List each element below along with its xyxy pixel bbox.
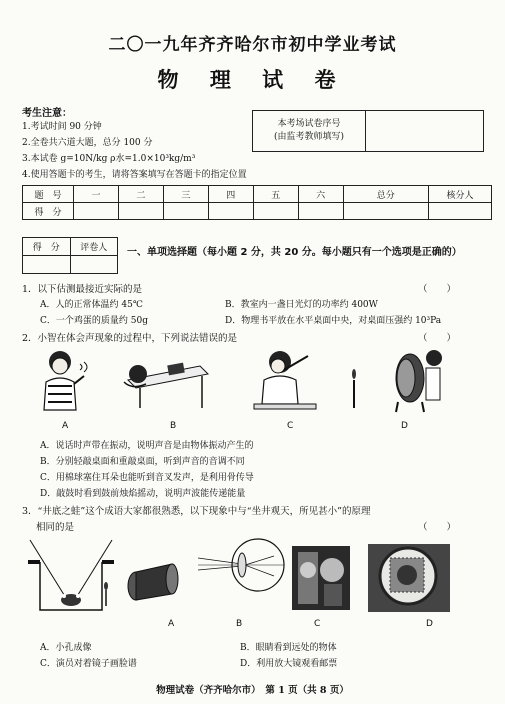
eye-lens-illustration	[196, 536, 288, 612]
speaking-boy-illustration	[30, 346, 100, 412]
q1-stem: 1．以下估测最接近实际的是	[22, 284, 143, 295]
grader-score-field[interactable]	[23, 256, 71, 274]
score-header-cell: 总分	[343, 186, 428, 203]
drum-candle-illustration	[340, 344, 444, 414]
score-header-cell: 四	[208, 186, 253, 203]
note-4: 4.使用答题卡的考生，请将答案填写在答题卡的指定位置	[22, 170, 247, 180]
score-header-cell: 五	[253, 186, 298, 203]
q1-option-b: B．教室内一盏日光灯的功率约 400W	[225, 300, 378, 310]
q2-answer-paren[interactable]: （ ）	[418, 333, 457, 344]
notes-heading: 考生注意：	[22, 108, 72, 119]
seat-label-2: (由监考教师填写)	[273, 132, 345, 142]
score-cell[interactable]	[118, 203, 163, 220]
q3-stem: 3．“井底之蛙”这个成语大家都很熟悉，以下现象中与“坐井观天，所见甚小”的原理	[22, 506, 371, 517]
score-table-header	[23, 186, 492, 203]
score-header-cell: 六	[298, 186, 343, 203]
q2-option-b: B．分别轻敲桌面和重敲桌面，听到声音的音调不同	[40, 457, 245, 467]
q2-stem: 2．小智在体会声现象的过程中，下列说法错误的是	[22, 333, 238, 344]
q3-option-c: C．演员对着镜子画脸谱	[40, 659, 137, 669]
score-row-label: 得 分	[23, 203, 74, 220]
q2-option-c: C．用棉球塞住耳朵也能听到音叉发声，是利用骨传导	[40, 473, 254, 483]
score-cell[interactable]	[208, 203, 253, 220]
subject-title: 物 理 试 卷	[157, 68, 348, 92]
score-cell[interactable]	[74, 203, 119, 220]
section-heading: 一、单项选择题（每小题 2 分，共 20 分。每小题只有一个选项是正确的）	[127, 247, 462, 258]
grader-score-label: 得 分	[23, 238, 71, 256]
score-table	[22, 185, 492, 220]
q1-option-a: A．人的正常体温约 45℃	[40, 300, 143, 310]
q2-option-d: D．敲鼓时看到鼓前烛焰摇动，说明声波能传递能量	[40, 489, 246, 499]
q2-option-a: A．说话时声带在振动，说明声音是由物体振动产生的	[40, 441, 254, 451]
q1-option-d: D．物理书平放在水平桌面中央，对桌面压强约 10³Pa	[225, 316, 442, 326]
score-cell[interactable]	[163, 203, 208, 220]
score-cell[interactable]	[298, 203, 343, 220]
score-cell[interactable]	[253, 203, 298, 220]
exam-title: 二〇一九年齐齐哈尔市初中学业考试	[108, 35, 397, 55]
q3-stem-cont: 相同的是	[36, 522, 75, 533]
mirror-painting-photo	[292, 546, 350, 610]
note-1: 1.考试时间 90 分钟	[22, 122, 102, 132]
grader-name-field[interactable]	[70, 256, 118, 274]
q3-option-d: D．利用放大镜观看邮票	[240, 659, 338, 669]
seat-label-cell	[253, 111, 366, 152]
q3-fig-label-d: D	[426, 619, 433, 629]
page-footer: 物理试卷（齐齐哈尔市） 第 1 页（共 8 页）	[156, 685, 349, 696]
q3-option-a: A．小孔成像	[40, 643, 92, 653]
q3-option-b: B．眼睛看到远处的物体	[240, 643, 337, 653]
seat-number-box	[252, 110, 484, 152]
q3-fig-label-a: A	[168, 619, 175, 629]
desk-knocking-illustration	[118, 350, 210, 410]
q3-fig-label-b: B	[236, 619, 243, 629]
q1-answer-paren[interactable]: （ ）	[418, 284, 457, 295]
q2-fig-label-a: A	[62, 421, 69, 431]
note-3: 3.本试卷 g=10N/kg ρ水=1.0×10³kg/m³	[22, 154, 196, 164]
q3-fig-label-c: C	[314, 619, 321, 629]
note-2: 2.全卷共六道大题，总分 100 分	[22, 138, 153, 148]
score-header-cell: 题 号	[23, 186, 74, 203]
q2-fig-label-b: B	[170, 421, 177, 431]
q3-answer-paren[interactable]: （ ）	[418, 522, 457, 533]
q1-option-c: C．一个鸡蛋的质量约 50g	[40, 316, 148, 326]
q2-fig-label-c: C	[287, 421, 294, 431]
pinhole-camera-illustration	[100, 556, 182, 614]
seat-number-field[interactable]	[366, 111, 484, 152]
q2-fig-label-d: D	[401, 421, 408, 431]
score-header-cell: 二	[118, 186, 163, 203]
score-cell[interactable]	[343, 203, 428, 220]
grader-box	[22, 237, 118, 274]
grader-label: 评卷人	[70, 238, 118, 256]
score-table-row	[23, 203, 492, 220]
score-header-cell: 一	[74, 186, 119, 203]
magnifier-stamp-photo	[368, 544, 450, 612]
tuning-fork-illustration	[250, 346, 320, 410]
score-cell[interactable]	[429, 203, 492, 220]
score-header-cell: 核分人	[429, 186, 492, 203]
seat-label-1: 本考场试卷序号	[277, 119, 341, 129]
score-header-cell: 三	[163, 186, 208, 203]
